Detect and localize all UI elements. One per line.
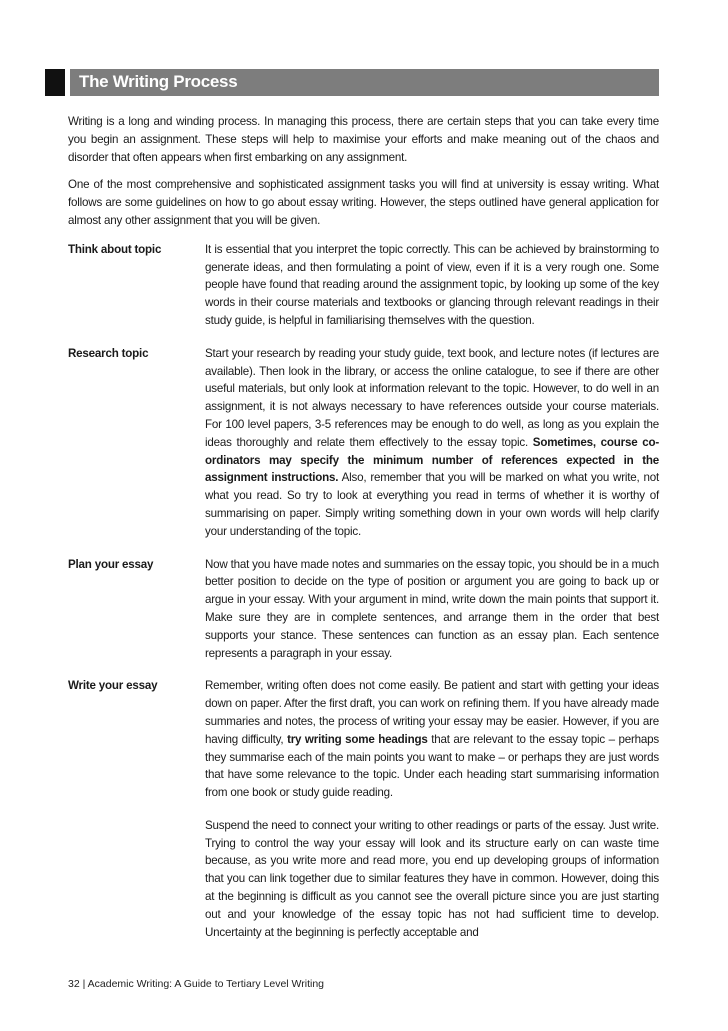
- header-marker-block: [45, 69, 65, 96]
- section-plan-your-essay: [68, 556, 659, 663]
- bold-emphasis: Sometimes, course co-ordinators may specify the minimum number of references expected in the assignment instructions.: [205, 435, 660, 485]
- section-label: Think about topic: [68, 242, 162, 256]
- section-think-about-topic: [68, 241, 659, 330]
- section-write-your-essay: [68, 677, 659, 941]
- section-paragraph: It is essential that you interpret the topic correctly. This can be achieved by brainstorming to generate ideas, and then formulating a point of view, even if it is a very rough one. Some people have found that reading around the assignment topic, by looking up some of the key words in their course materials and textbooks or glancing through relevant readings in their study guide, is helpful in familiarising themselves with the question.: [205, 242, 659, 327]
- text-run: Also, remember that you will be marked on what you write, not what you read. So try to look at everything you read in terms of whether it is worthy of summarising on paper. Simply writing something down in your own words will help clarify your understanding of the topic.: [205, 471, 659, 538]
- intro-paragraph-1: Writing is a long and winding process. In managing this process, there are certain steps that you can take every time you begin an assignment. These steps will help to maximise your efforts and make meaning out of the chaos and disorder that often appears when first embarking on any assignment.: [68, 115, 659, 164]
- page-footer: 32 | Academic Writing: A Guide to Tertiary Level Writing: [68, 978, 325, 990]
- text-run: that are relevant to the essay topic – perhaps they summarise each of the main points you want to make – or perhaps they are just words that have some relevance to the topic. Under each heading start summarising information from one book or study guide reading.: [205, 732, 659, 800]
- section-header: [45, 69, 659, 96]
- section-text: [205, 677, 659, 941]
- section-paragraph: [205, 345, 659, 541]
- section-label: Write your essay: [68, 679, 158, 693]
- header-bar: [70, 69, 659, 96]
- section-text: [205, 241, 659, 330]
- section-paragraph: Suspend the need to connect your writing to other readings or parts of the essay. Just write. Trying to control the way your essay will look and its structure early on can waste time because, as you write more and read more, you end up developing groups of information that you can link together due to similar features they have in common. However, doing this at the beginning is difficult as you cannot see the overall picture since you are just starting out and your knowledge of the essay topic has not had sufficient time to develop. Uncertainty at the beginning is perfectly acceptable and: [205, 818, 659, 939]
- page-title: The Writing Process: [79, 72, 238, 91]
- text-run: Remember, writing often does not come easily. Be patient and start with getting your ideas down on paper. After the first draft, you can work on refining them. If you have already made summaries and notes, the process of writing your essay may be easier. However, if you are having difficulty,: [205, 679, 659, 746]
- section-label: Research topic: [68, 346, 149, 360]
- section-text: [205, 556, 659, 663]
- section-research-topic: [68, 345, 659, 541]
- document-body: [68, 113, 659, 956]
- section-label: Plan your essay: [68, 557, 154, 571]
- section-text: [205, 345, 659, 541]
- text-run: Start your research by reading your study guide, text book, and lecture notes (if lectures are available). Then look in the library, or access the online catalogue, to see if there are other useful materials, but only look at information relevant to the topic. However, to do well in an assignment, it is not always necessary to have references outside your course materials. For 100 level papers, 3-5 references may be enough to do well, as long as you explain the ideas thoroughly and relate them effectively to the essay topic.: [205, 346, 659, 449]
- bold-emphasis: try writing some headings: [287, 732, 428, 746]
- section-paragraph: [205, 677, 659, 802]
- intro-paragraph-2: One of the most comprehensive and sophisticated assignment tasks you will find at university is essay writing. What follows are some guidelines on how to go about essay writing. However, the steps outlined have general application for almost any other assignment that you will be given.: [68, 178, 659, 227]
- section-paragraph: Now that you have made notes and summaries on the essay topic, you should be in a much better position to decide on the type of position or argument you are going to back up or argue in your essay. With your argument in mind, write down the main points that support it. Make sure they are in complete sentences, and arrange them in the order that best supports your stance. These sentences can function as an essay plan. Each sentence represents a paragraph in your essay.: [205, 557, 659, 660]
